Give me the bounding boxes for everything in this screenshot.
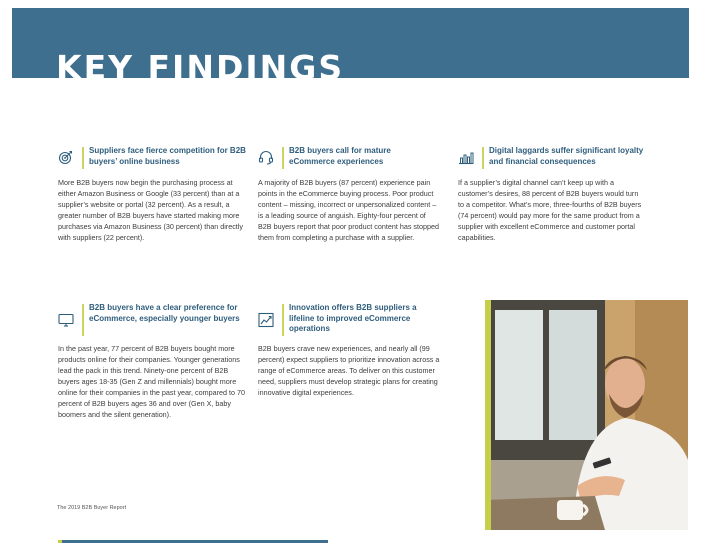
accent-bar	[482, 147, 484, 169]
businessman-photo	[485, 300, 688, 530]
finding-body: In the past year, 77 percent of B2B buyers bought more products online for their companies. Younger generations lead the pack in this trend. Ninety-one percent of B2B buyers ages 18-35 (Gen Z and millennials) bought more online for their companies in the past year, compared to 70 percent of B2B buyers ages 36 and over (Gen X, baby boomers and the silent generation).	[58, 344, 245, 419]
finding-title: Suppliers face fierce competition for B2B buyers’ online business	[89, 146, 246, 166]
header-banner	[12, 8, 689, 78]
accent-bar	[82, 147, 84, 169]
headset-icon	[258, 149, 274, 165]
target-icon	[58, 149, 74, 165]
trend-line-icon	[258, 312, 274, 328]
finding-body: More B2B buyers now begin the purchasing process at either Amazon Business or Google (33 percent) than at a supplier’s website or portal (32 percent). As a result, a greater number of B2B buyers have started making more purchases via Amazon Business (30 percent) than directly with suppliers (22 percent).	[58, 178, 243, 242]
accent-bar	[282, 304, 284, 336]
finding-title: B2B buyers have a clear preference for eCommerce, especially younger buyers	[89, 303, 240, 323]
photo-accent-stripe	[485, 300, 491, 530]
monitor-icon	[58, 312, 74, 328]
finding-body: B2B buyers crave new experiences, and nearly all (99 percent) expect suppliers to prioritize innovation across a range of eCommerce areas. To deliver on this customer need, suppliers must develop strategic plans for creating innovative digital experiences.	[258, 344, 440, 397]
finding-card	[458, 147, 644, 243]
accent-bar	[282, 147, 284, 169]
bar-chart-icon	[458, 149, 474, 165]
finding-title: Digital laggards suffer significant loyalty and financial consequences	[489, 146, 644, 166]
page-title: KEY FINDINGS	[56, 48, 345, 78]
finding-card	[258, 304, 448, 398]
finding-card	[258, 147, 440, 243]
finding-title: B2B buyers call for mature eCommerce experiences	[289, 146, 391, 166]
finding-title: Innovation offers B2B suppliers a lifeline to improved eCommerce operations	[289, 303, 417, 333]
finding-body: A majority of B2B buyers (87 percent) experience pain points in the eCommerce buying process. Poor product content – missing, incorrect or unpersonalized content – is a leading source of anguish. Eighty-four percent of B2B buyers report that poor product content has stopped them from completing a purchase with a supplier.	[258, 178, 440, 242]
accent-bar	[82, 304, 84, 336]
finding-card	[58, 304, 248, 420]
finding-card	[58, 147, 248, 243]
finding-body: If a supplier’s digital channel can’t keep up with a customer’s desires, 88 percent of B2B buyers would turn to a competitor. What’s more, three-fourths of B2B buyers (74 percent) would pay more for the same product from a supplier with excellent eCommerce and customer portal capabilities.	[458, 178, 642, 242]
footer-text: The 2019 B2B Buyer Report	[57, 505, 127, 511]
